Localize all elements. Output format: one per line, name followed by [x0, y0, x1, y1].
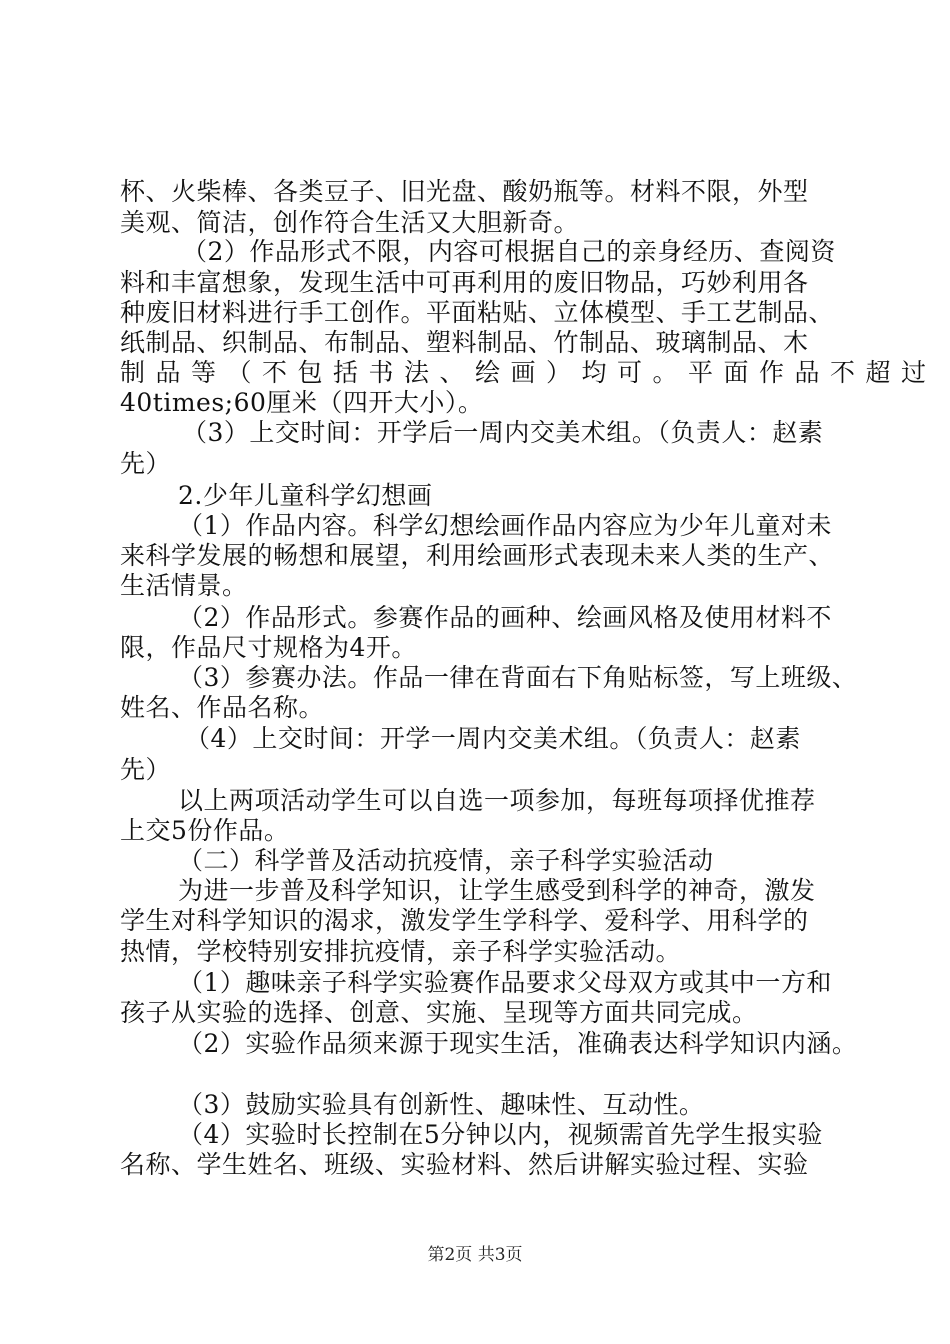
text-line: 种废旧材料进行手工创作。平面粘贴、立体模型、手工艺制品、 — [120, 298, 835, 327]
text-line: 40times;60厘米（四开大小）。 — [120, 388, 484, 417]
text-line: （3）上交时间：开学后一周内交美术组。（负责人：赵素 — [182, 418, 824, 447]
text-line: 限，作品尺寸规格为4开。 — [120, 633, 417, 662]
text-line: 来科学发展的畅想和展望，利用绘画形式表现未来人类的生产、 — [120, 541, 835, 570]
text-line: （3）鼓励实验具有创新性、趣味性、互动性。 — [178, 1090, 705, 1119]
text-line: （3）参赛办法。作品一律在背面右下角贴标签，写上班级、 — [178, 663, 858, 692]
text-line: 杯、火柴棒、各类豆子、旧光盘、酸奶瓶等。材料不限，外型 — [120, 177, 809, 206]
text-line: 上交5份作品。 — [120, 816, 290, 845]
text-line: （2）作品形式不限，内容可根据自己的亲身经历、查阅资 — [182, 237, 836, 266]
text-line: （4）上交时间：开学一周内交美术组。（负责人：赵素 — [185, 724, 801, 753]
page-number-footer: 第2页 共3页 — [427, 1245, 523, 1265]
text-line: （4）实验时长控制在5分钟以内，视频需首先学生报实验 — [178, 1120, 823, 1149]
text-line: 纸制品、织制品、布制品、塑料制品、竹制品、玻璃制品、木 — [120, 328, 809, 357]
text-line: （2）作品形式。参赛作品的画种、绘画风格及使用材料不 — [178, 603, 832, 632]
text-line: 热情，学校特别安排抗疫情，亲子科学实验活动。 — [120, 937, 682, 966]
text-line: 为进一步普及科学知识，让学生感受到科学的神奇，激发 — [178, 876, 816, 905]
text-line: （1）趣味亲子科学实验赛作品要求父母双方或其中一方和 — [178, 968, 832, 997]
text-line: 生活情景。 — [120, 571, 248, 600]
text-line: （1）作品内容。科学幻想绘画作品内容应为少年儿童对未 — [178, 511, 832, 540]
text-line: 名称、学生姓名、班级、实验材料、然后讲解实验过程、实验 — [120, 1150, 809, 1179]
text-line: （2）实验作品须来源于现实生活，准确表达科学知识内涵。 — [178, 1029, 858, 1058]
text-line: 孩子从实验的选择、创意、实施、呈现等方面共同完成。 — [120, 998, 758, 1027]
section-heading: （二）科学普及活动抗疫情，亲子科学实验活动 — [178, 846, 714, 875]
text-line: 先） — [120, 755, 172, 784]
text-line: 料和丰富想象，发现生活中可再利用的废旧物品，巧妙利用各 — [120, 268, 809, 297]
text-line: 美观、简洁，创作符合生活又大胆新奇。 — [120, 208, 580, 237]
text-line: 姓名、作品名称。 — [120, 693, 325, 722]
text-line: 以上两项活动学生可以自选一项参加，每班每项择优推荐 — [178, 786, 816, 815]
text-line: 学生对科学知识的渴求，激发学生学科学、爱科学、用科学的 — [120, 906, 809, 935]
text-line: 先） — [120, 449, 172, 478]
text-line: 制品等（不包括书法、绘画）均可。平面作品不超过 — [120, 358, 937, 387]
section-heading: 2.少年儿童科学幻想画 — [178, 481, 433, 510]
